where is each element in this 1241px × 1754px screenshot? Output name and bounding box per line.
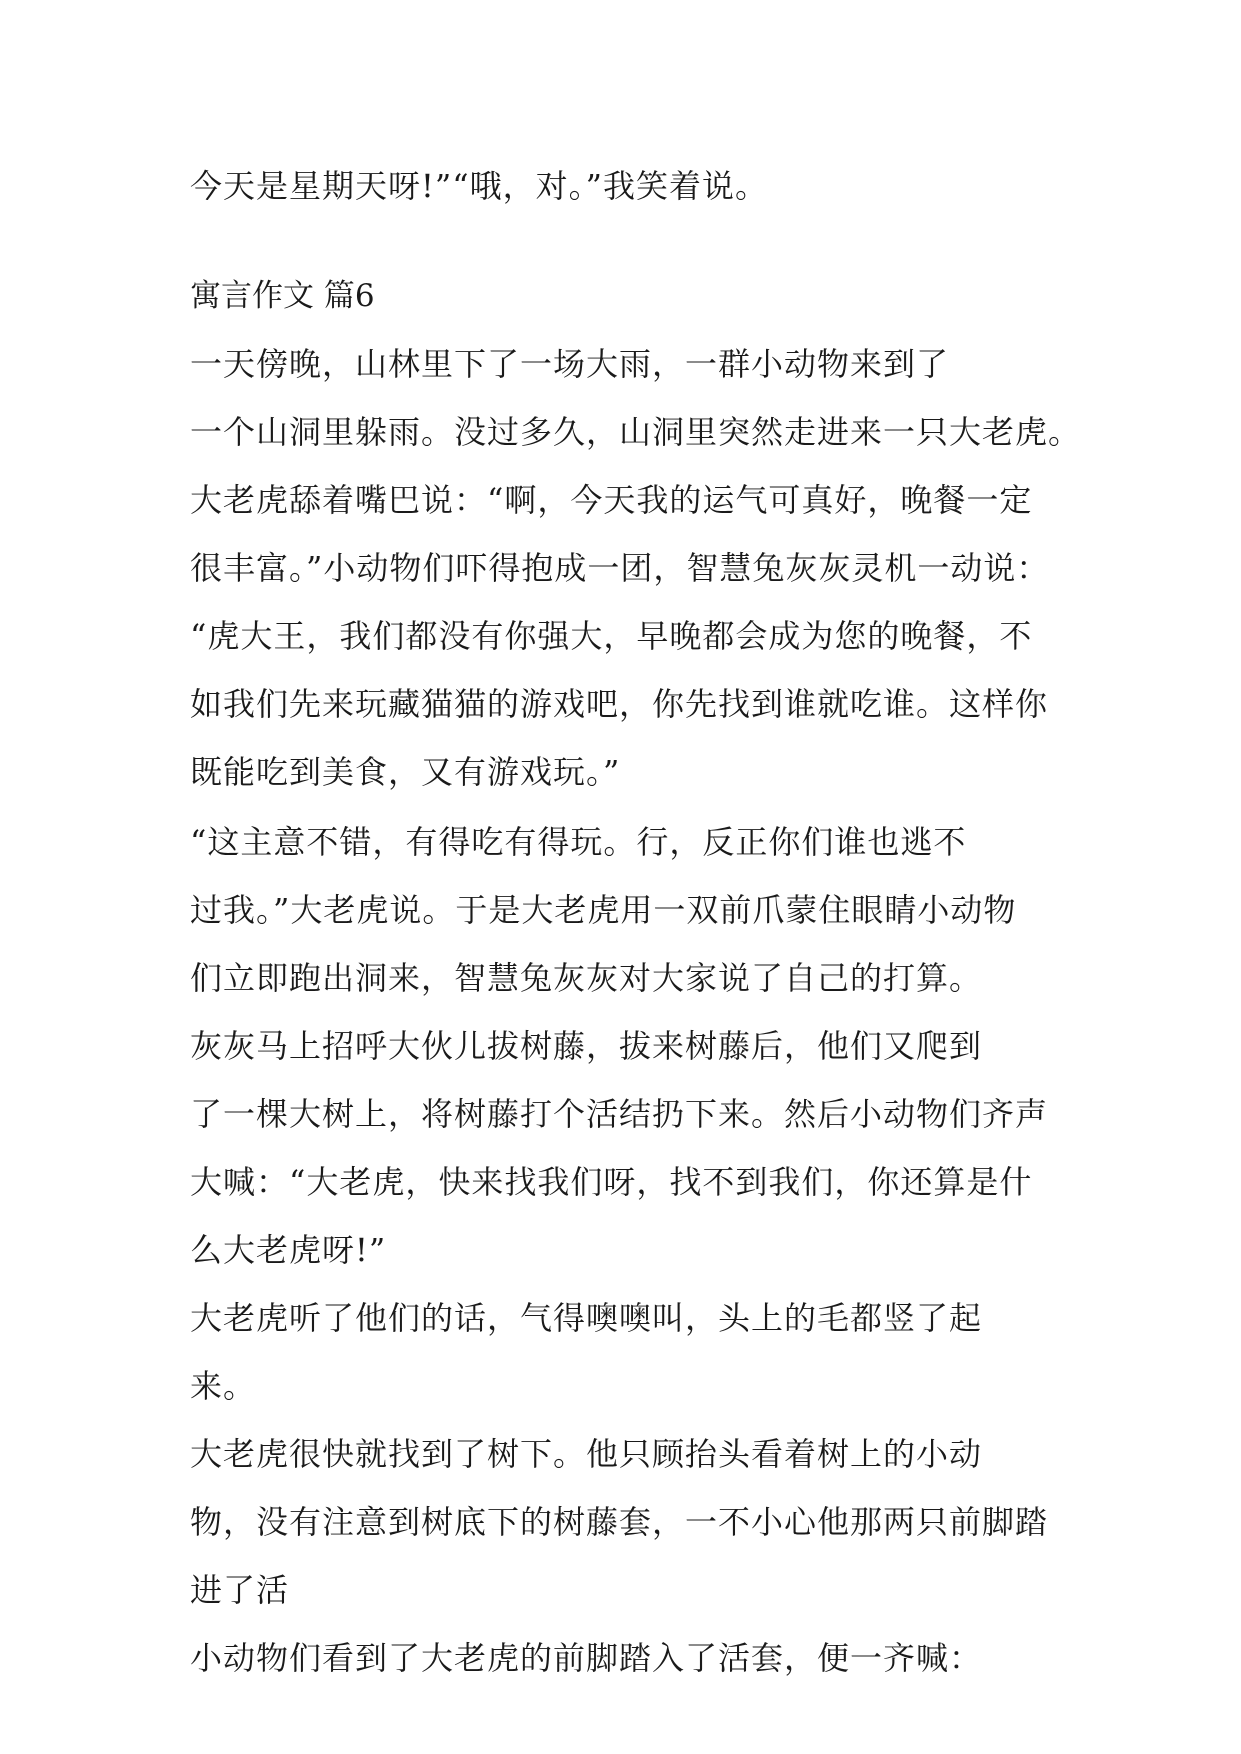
text-line: 大老虎听了他们的话，气得噢噢叫，头上的毛都竖了起 <box>190 1299 983 1337</box>
text-line: 大老虎很快就找到了树下。他只顾抬头看着树上的小动 <box>190 1435 983 1473</box>
text-line: 大老虎舔着嘴巴说：“啊，今天我的运气可真好，晚餐一定 <box>190 481 1033 519</box>
text-line: 过我。”大老虎说。于是大老虎用一双前爪蒙住眼睛小动物 <box>190 891 1017 929</box>
text-line: 了一棵大树上，将树藤打个活结扔下来。然后小动物们齐声 <box>190 1095 1049 1133</box>
text-line: 一个山洞里躲雨。没过多久，山洞里突然走进来一只大老虎。 <box>190 413 1082 451</box>
text-line: 一天傍晚，山林里下了一场大雨，一群小动物来到了 <box>190 345 950 383</box>
section-title: 寓言作文 篇6 <box>190 278 375 314</box>
text-line: 如我们先来玩藏猫猫的游戏吧，你先找到谁就吃谁。这样你 <box>190 685 1049 723</box>
text-line: 今天是星期天呀!”“哦，对。”我笑着说。 <box>190 167 768 205</box>
text-line: “这主意不错，有得吃有得玩。行，反正你们谁也逃不 <box>190 823 967 861</box>
text-line: 灰灰马上招呼大伙儿拔树藤，拔来树藤后，他们又爬到 <box>190 1027 983 1065</box>
text-line: 既能吃到美食，又有游戏玩。” <box>190 753 621 791</box>
intro-text <box>190 152 1070 220</box>
text-line: 很丰富。”小动物们吓得抱成一团，智慧兔灰灰灵机一动说： <box>190 549 1050 587</box>
text-line: 物，没有注意到树底下的树藤套，一不小心他那两只前脚踏 <box>190 1503 1049 1541</box>
text-line: “虎大王，我们都没有你强大，早晚都会成为您的晚餐，不 <box>190 617 1033 655</box>
text-line: 进了活 <box>190 1571 290 1609</box>
text-line: 们立即跑出洞来，智慧兔灰灰对大家说了自己的打算。 <box>190 959 983 997</box>
section-6 <box>190 262 1082 806</box>
text-line: 来。 <box>190 1367 257 1405</box>
text-line: 小动物们看到了大老虎的前脚踏入了活套，便一齐喊： <box>190 1639 983 1677</box>
text-line: 么大老虎呀!” <box>190 1231 387 1269</box>
text-line: 大喊：“大老虎，快来找我们呀，找不到我们，你还算是什 <box>190 1163 1033 1201</box>
story-body <box>190 808 1070 1692</box>
